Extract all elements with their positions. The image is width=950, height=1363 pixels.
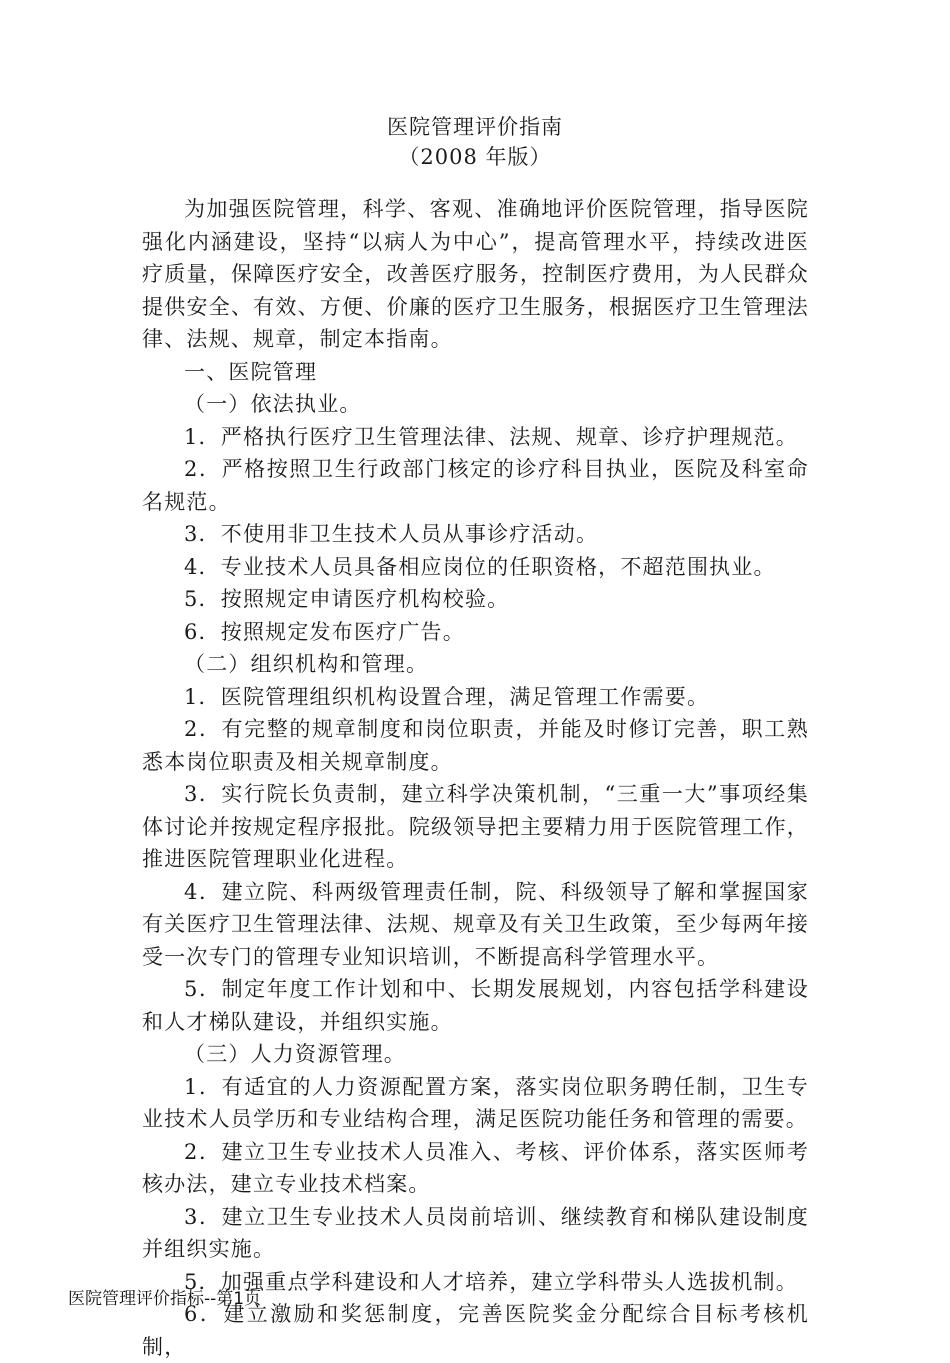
document-title: 医院管理评价指南 (387, 115, 563, 139)
page-footer: 医院管理评价指标--第1页 (68, 1289, 262, 1309)
list-item: 1．严格执行医疗卫生管理法律、法规、规章、诊疗护理规范。 (184, 424, 798, 449)
list-item: 2．严格按照卫生行政部门核定的诊疗科目执业，医院及科室命名规范。 (142, 457, 809, 514)
list-item: 1．医院管理组织机构设置合理，满足管理工作需要。 (184, 684, 710, 709)
list-item: 3．不使用非卫生技术人员从事诊疗活动。 (184, 522, 599, 546)
list-item: 4．专业技术人员具备相应岗位的任职资格，不超范围执业。 (184, 554, 776, 579)
paragraph-intro: 为加强医院管理，科学、客观、准确地评价医院管理，指导医院强化内涵建设，坚持“以病人为中心”，提高管理水平，持续改进医疗质量，保障医疗安全，改善医疗服务，控制医疗费用，为人民群众提供安全、有效、方便、价廉的医疗卫生服务，根据医疗卫生管理法律、法规、规章，制定本指南。 (142, 197, 809, 351)
list-item: 2．有完整的规章制度和岗位职责，并能及时修订完善，职工熟悉本岗位职责及相关规章制度。 (142, 717, 809, 774)
list-item: 2．建立卫生专业技术人员准入、考核、评价体系，落实医师考核办法，建立专业技术档案。 (142, 1139, 809, 1196)
document-body (142, 193, 809, 1363)
document-subtitle: （2008 年版） (398, 145, 552, 169)
list-item: 5．制定年度工作计划和中、长期发展规划，内容包括学科建设和人才梯队建设，并组织实施。 (142, 977, 809, 1034)
subsection-heading: （二）组织机构和管理。 (184, 652, 429, 676)
list-item: 1．有适宜的人力资源配置方案，落实岗位职务聘任制，卫生专业技术人员学历和专业结构合理，满足医院功能任务和管理的需要。 (142, 1074, 809, 1131)
subsection-heading: （一）依法执业。 (184, 392, 362, 416)
subsection-heading: （三）人力资源管理。 (184, 1042, 406, 1066)
list-item: 4．建立院、科两级管理责任制，院、科级领导了解和掌握国家有关医疗卫生管理法律、法规、规章及有关卫生政策，至少每两年接受一次专门的管理专业知识培训，不断提高科学管理水平。 (142, 879, 809, 969)
list-item: 5．按照规定申请医疗机构校验。 (184, 587, 510, 611)
list-item: 6．建立激励和奖惩制度，完善医院奖金分配综合目标考核机制， (142, 1302, 809, 1359)
list-item: 3．实行院长负责制，建立科学决策机制，“三重一大”事项经集体讨论并按规定程序报批。院级领导把主要精力用于医院管理工作，推进医院管理职业化进程。 (142, 782, 809, 871)
list-item: 5．加强重点学科建设和人才培养，建立学科带头人选拔机制。 (184, 1269, 798, 1294)
list-item: 3．建立卫生专业技术人员岗前培训、继续教育和梯队建设制度并组织实施。 (142, 1204, 809, 1261)
section-heading: 一、医院管理 (184, 359, 318, 384)
list-item: 6．按照规定发布医疗广告。 (184, 619, 465, 644)
